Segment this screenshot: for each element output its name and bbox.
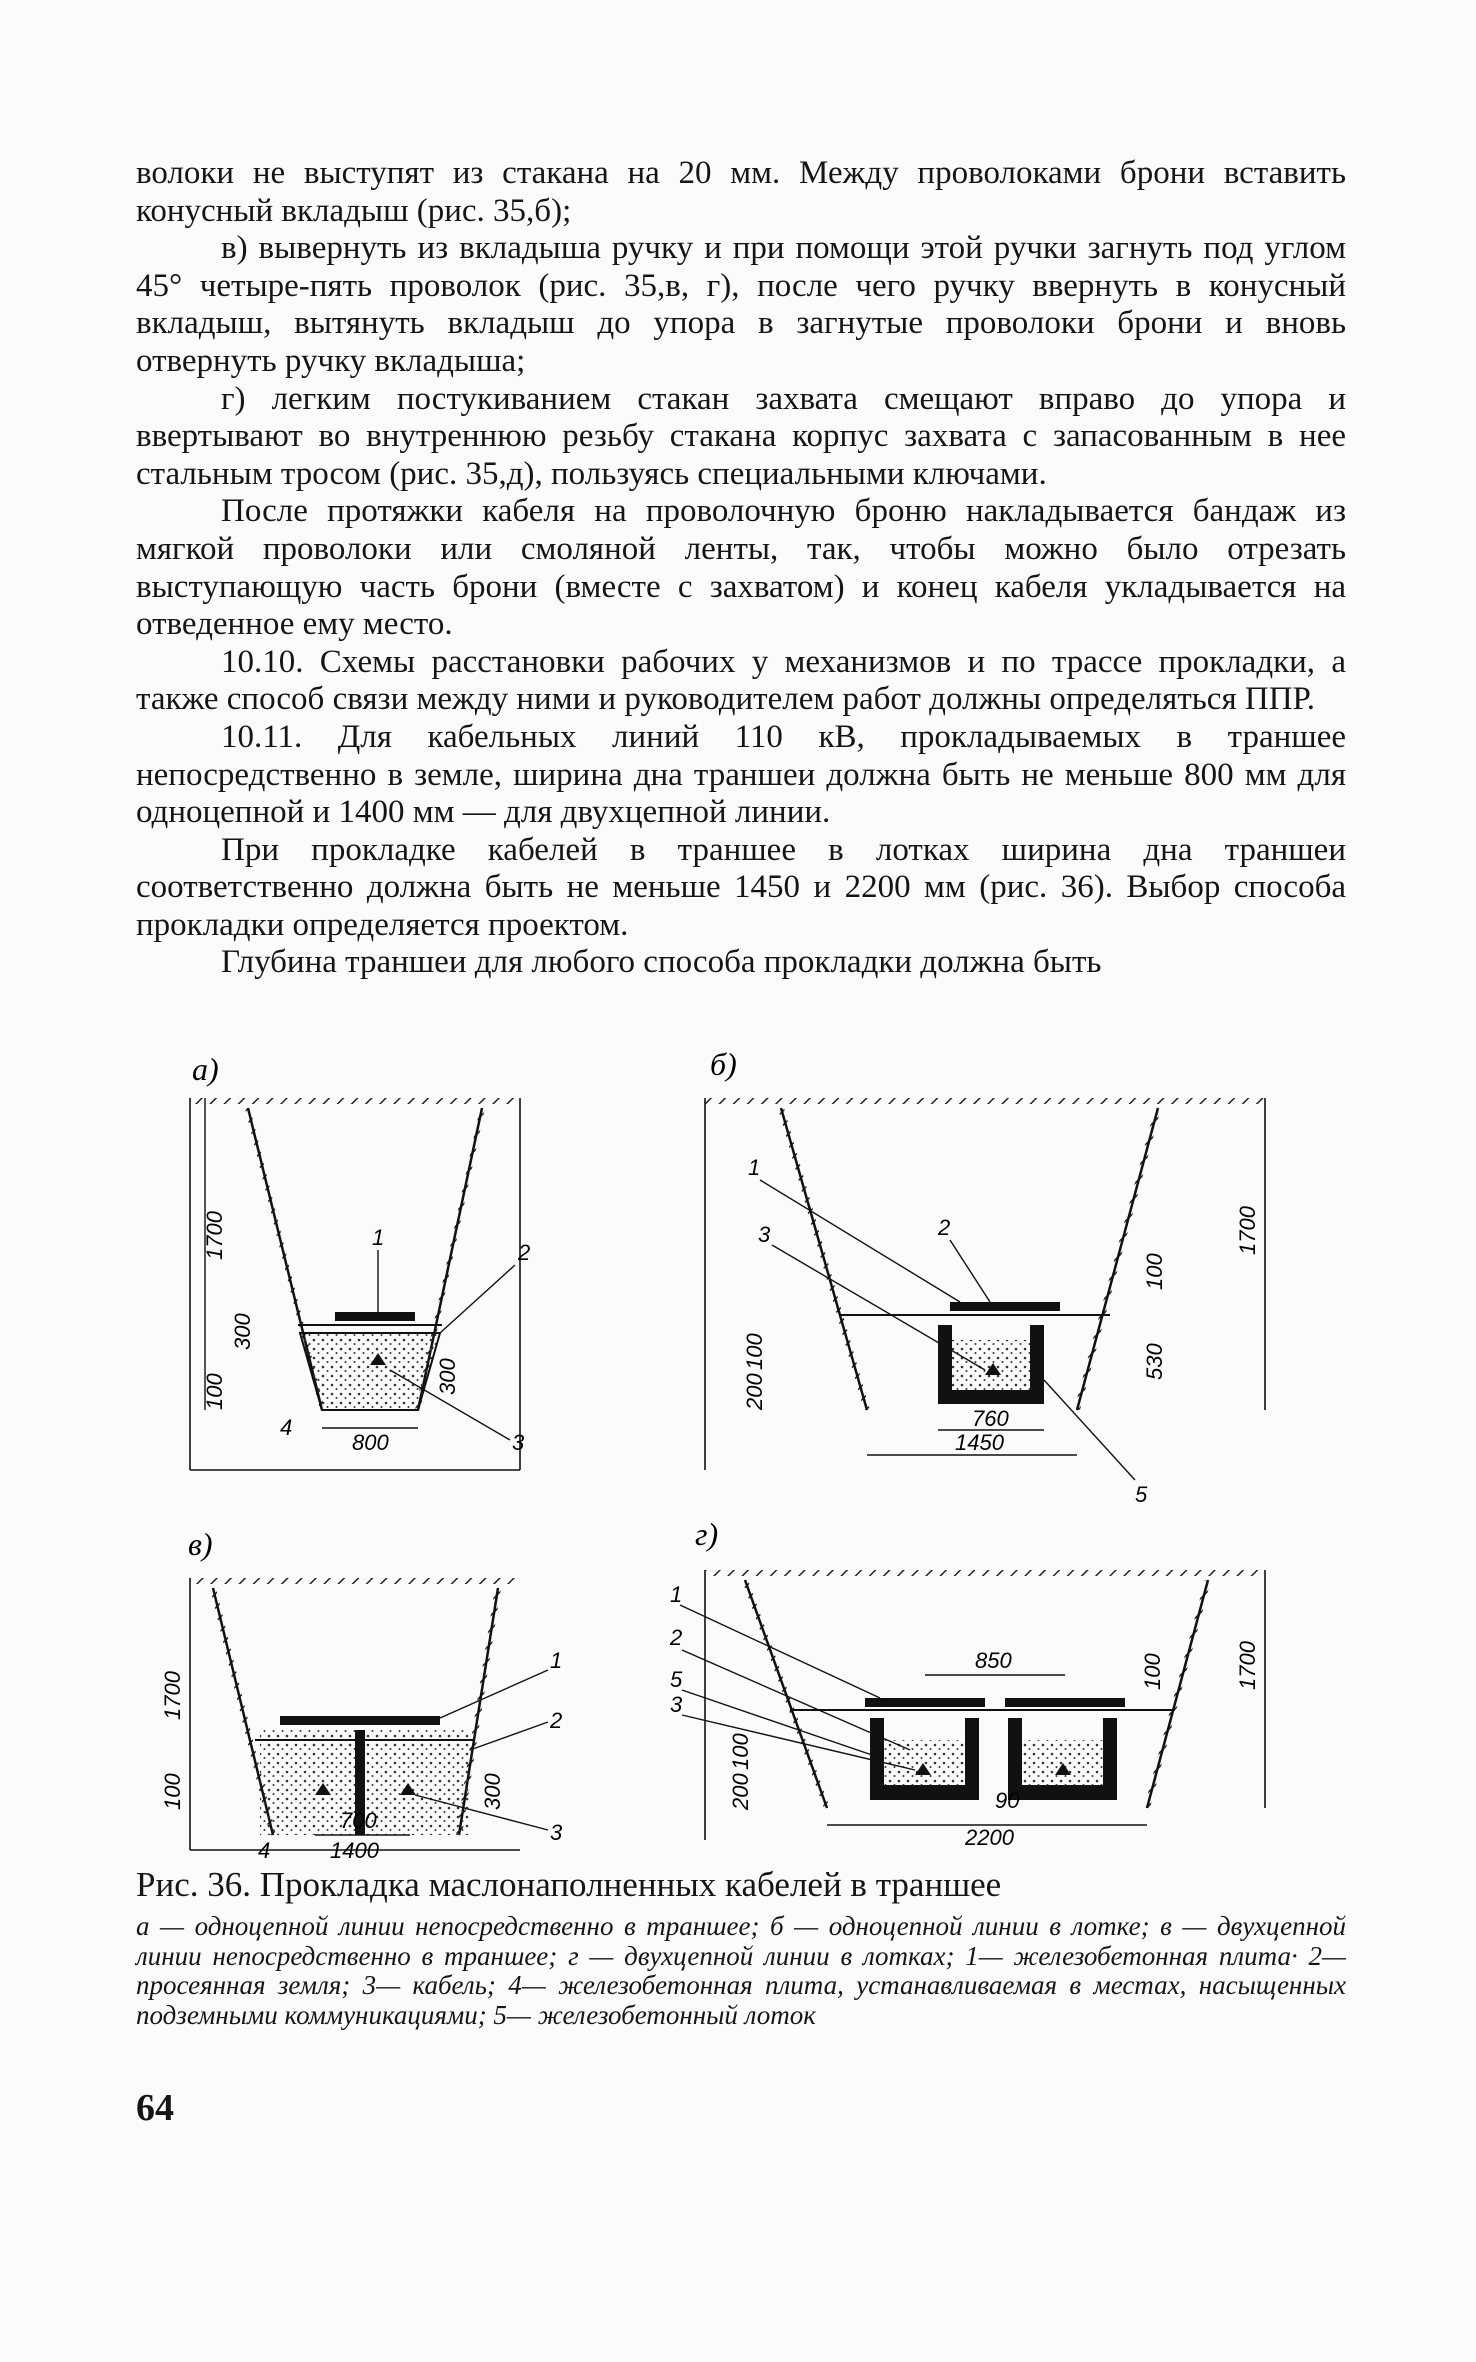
callout-g-5: 5 xyxy=(670,1667,683,1692)
dim-g-200: 200 xyxy=(728,1773,753,1810)
figure-caption-title: Рис. 36. Прокладка маслонаполненных кабелей в траншее xyxy=(136,1865,1002,1904)
callout-g-2: 2 xyxy=(670,1625,683,1650)
callout-a-4: 4 xyxy=(280,1415,293,1440)
dim-g-gap: 90 xyxy=(995,1788,1020,1813)
paragraph: волоки не выступят из стакана на 20 мм. Между проволоками брони вставить конусный вкладыш (рис. 35,б); xyxy=(136,155,1346,229)
callout-v-1: 1 xyxy=(550,1648,563,1673)
dim-v-spacing: 700 xyxy=(340,1808,377,1833)
dim-g-spacing: 850 xyxy=(975,1648,1012,1673)
callout-g-1: 1 xyxy=(670,1582,683,1607)
dim-v-depth: 1700 xyxy=(160,1671,185,1720)
dim-v-bottom: 100 xyxy=(160,1773,185,1810)
callout-a-3: 3 xyxy=(512,1430,525,1455)
panel-b xyxy=(705,1046,1265,1507)
callout-v-4: 4 xyxy=(258,1838,271,1863)
dim-v-width: 1400 xyxy=(330,1838,379,1863)
body-text xyxy=(136,155,1346,982)
dim-a-bottom: 100 xyxy=(202,1373,227,1410)
dim-b-100: 100 xyxy=(742,1333,767,1370)
dim-a-width: 800 xyxy=(352,1430,389,1455)
dim-b-width: 1450 xyxy=(955,1430,1004,1455)
paragraph: Глубина траншеи для любого способа прокладки должна быть xyxy=(221,944,1102,981)
dim-b-tray: 530 xyxy=(1142,1343,1167,1380)
panel-label-g: г) xyxy=(695,1516,719,1552)
panel-v xyxy=(160,1526,563,1863)
dim-b-tray-width: 760 xyxy=(972,1406,1009,1431)
callout-b-2: 2 xyxy=(938,1215,951,1240)
paragraph: 10.11. Для кабельных линий 110 кВ, прокладываемых в траншее непосредственно в земле, ширина дна траншеи должна быть не меньше 800 мм для одноцепной и 1400 мм — для двухцепной линии. xyxy=(136,718,1346,831)
paragraph: в) вывернуть из вкладыша ручку и при помощи этой ручки загнуть под углом 45° четыре-пять проволок (рис. 35,в, г), после чего ручку ввернуть в конусный вкладыш, вытянуть вкладыш до упора в загнутые проволоки брони и вновь отвернуть ручку вкладыша; xyxy=(136,230,1346,379)
dim-g-slab: 100 xyxy=(1140,1653,1165,1690)
trench-figure xyxy=(150,1046,1350,1863)
callout-b-3: 3 xyxy=(758,1222,771,1247)
dim-g-width: 2200 xyxy=(965,1825,1014,1850)
panel-g xyxy=(669,1516,1265,1850)
dim-b-slab: 100 xyxy=(1142,1253,1167,1290)
paragraph: г) легким постукиванием стакан захвата смещают вправо до упора и ввертывают во внутреннюю резьбу стакана корпус захвата с запасованным в нее стальным тросом (рис. 35,д), пользуясь специальными ключами. xyxy=(136,380,1346,492)
dim-v-fill: 300 xyxy=(480,1773,505,1810)
paragraph: 10.10. Схемы расстановки рабочих у механизмов и по трассе прокладки, а также способ связи между ними и руководителем работ должны определяться ППР. xyxy=(136,643,1346,718)
panel-label-v: в) xyxy=(188,1526,213,1562)
panel-label-a: а) xyxy=(192,1051,219,1087)
callout-a-1: 1 xyxy=(372,1225,385,1250)
dim-b-depth: 1700 xyxy=(1235,1206,1260,1255)
callout-b-1: 1 xyxy=(748,1155,761,1180)
paragraph: После протяжки кабеля на проволочную броню накладывается бандаж из мягкой проволоки или смоляной ленты, так, чтобы можно было отрезать выступающую часть брони (вместе с захватом) и конец кабеля укладывается на отведенное ему место. xyxy=(136,493,1346,643)
callout-b-5: 5 xyxy=(1135,1482,1148,1507)
dim-b-200: 200 xyxy=(742,1373,767,1410)
callout-v-2: 2 xyxy=(550,1708,563,1733)
page-number: 64 xyxy=(136,2087,174,2129)
callout-v-3: 3 xyxy=(550,1820,563,1845)
figure-caption-body: а — одноцепной линии непосредственно в траншее; б — одноцепной линии в лотке; в — двухцепной линии непосредственно в траншее; г — двухцепной линии в лотках; 1— железобетонная плита· 2— просеянная земля; 3— кабель; 4— железобетонная плита, устанавливаемая в местах, насыщенных подземными коммуникациями; 5— железобетонный лоток xyxy=(136,1911,1346,2030)
dim-a-depth: 1700 xyxy=(202,1211,227,1260)
panel-a xyxy=(190,1051,530,1470)
panel-label-b: б) xyxy=(710,1046,737,1082)
dim-a-fill-right: 300 xyxy=(435,1358,460,1395)
dim-g-100: 100 xyxy=(728,1733,753,1770)
dim-a-fill: 300 xyxy=(230,1313,255,1350)
dim-g-depth: 1700 xyxy=(1235,1641,1260,1690)
callout-a-2: 2 xyxy=(518,1240,531,1265)
callout-g-3: 3 xyxy=(670,1692,683,1717)
paragraph: При прокладке кабелей в траншее в лотках ширина дна траншеи соответственно должна быть не меньше 1450 и 2200 мм (рис. 36). Выбор способа прокладки определяется проектом. xyxy=(136,831,1346,943)
